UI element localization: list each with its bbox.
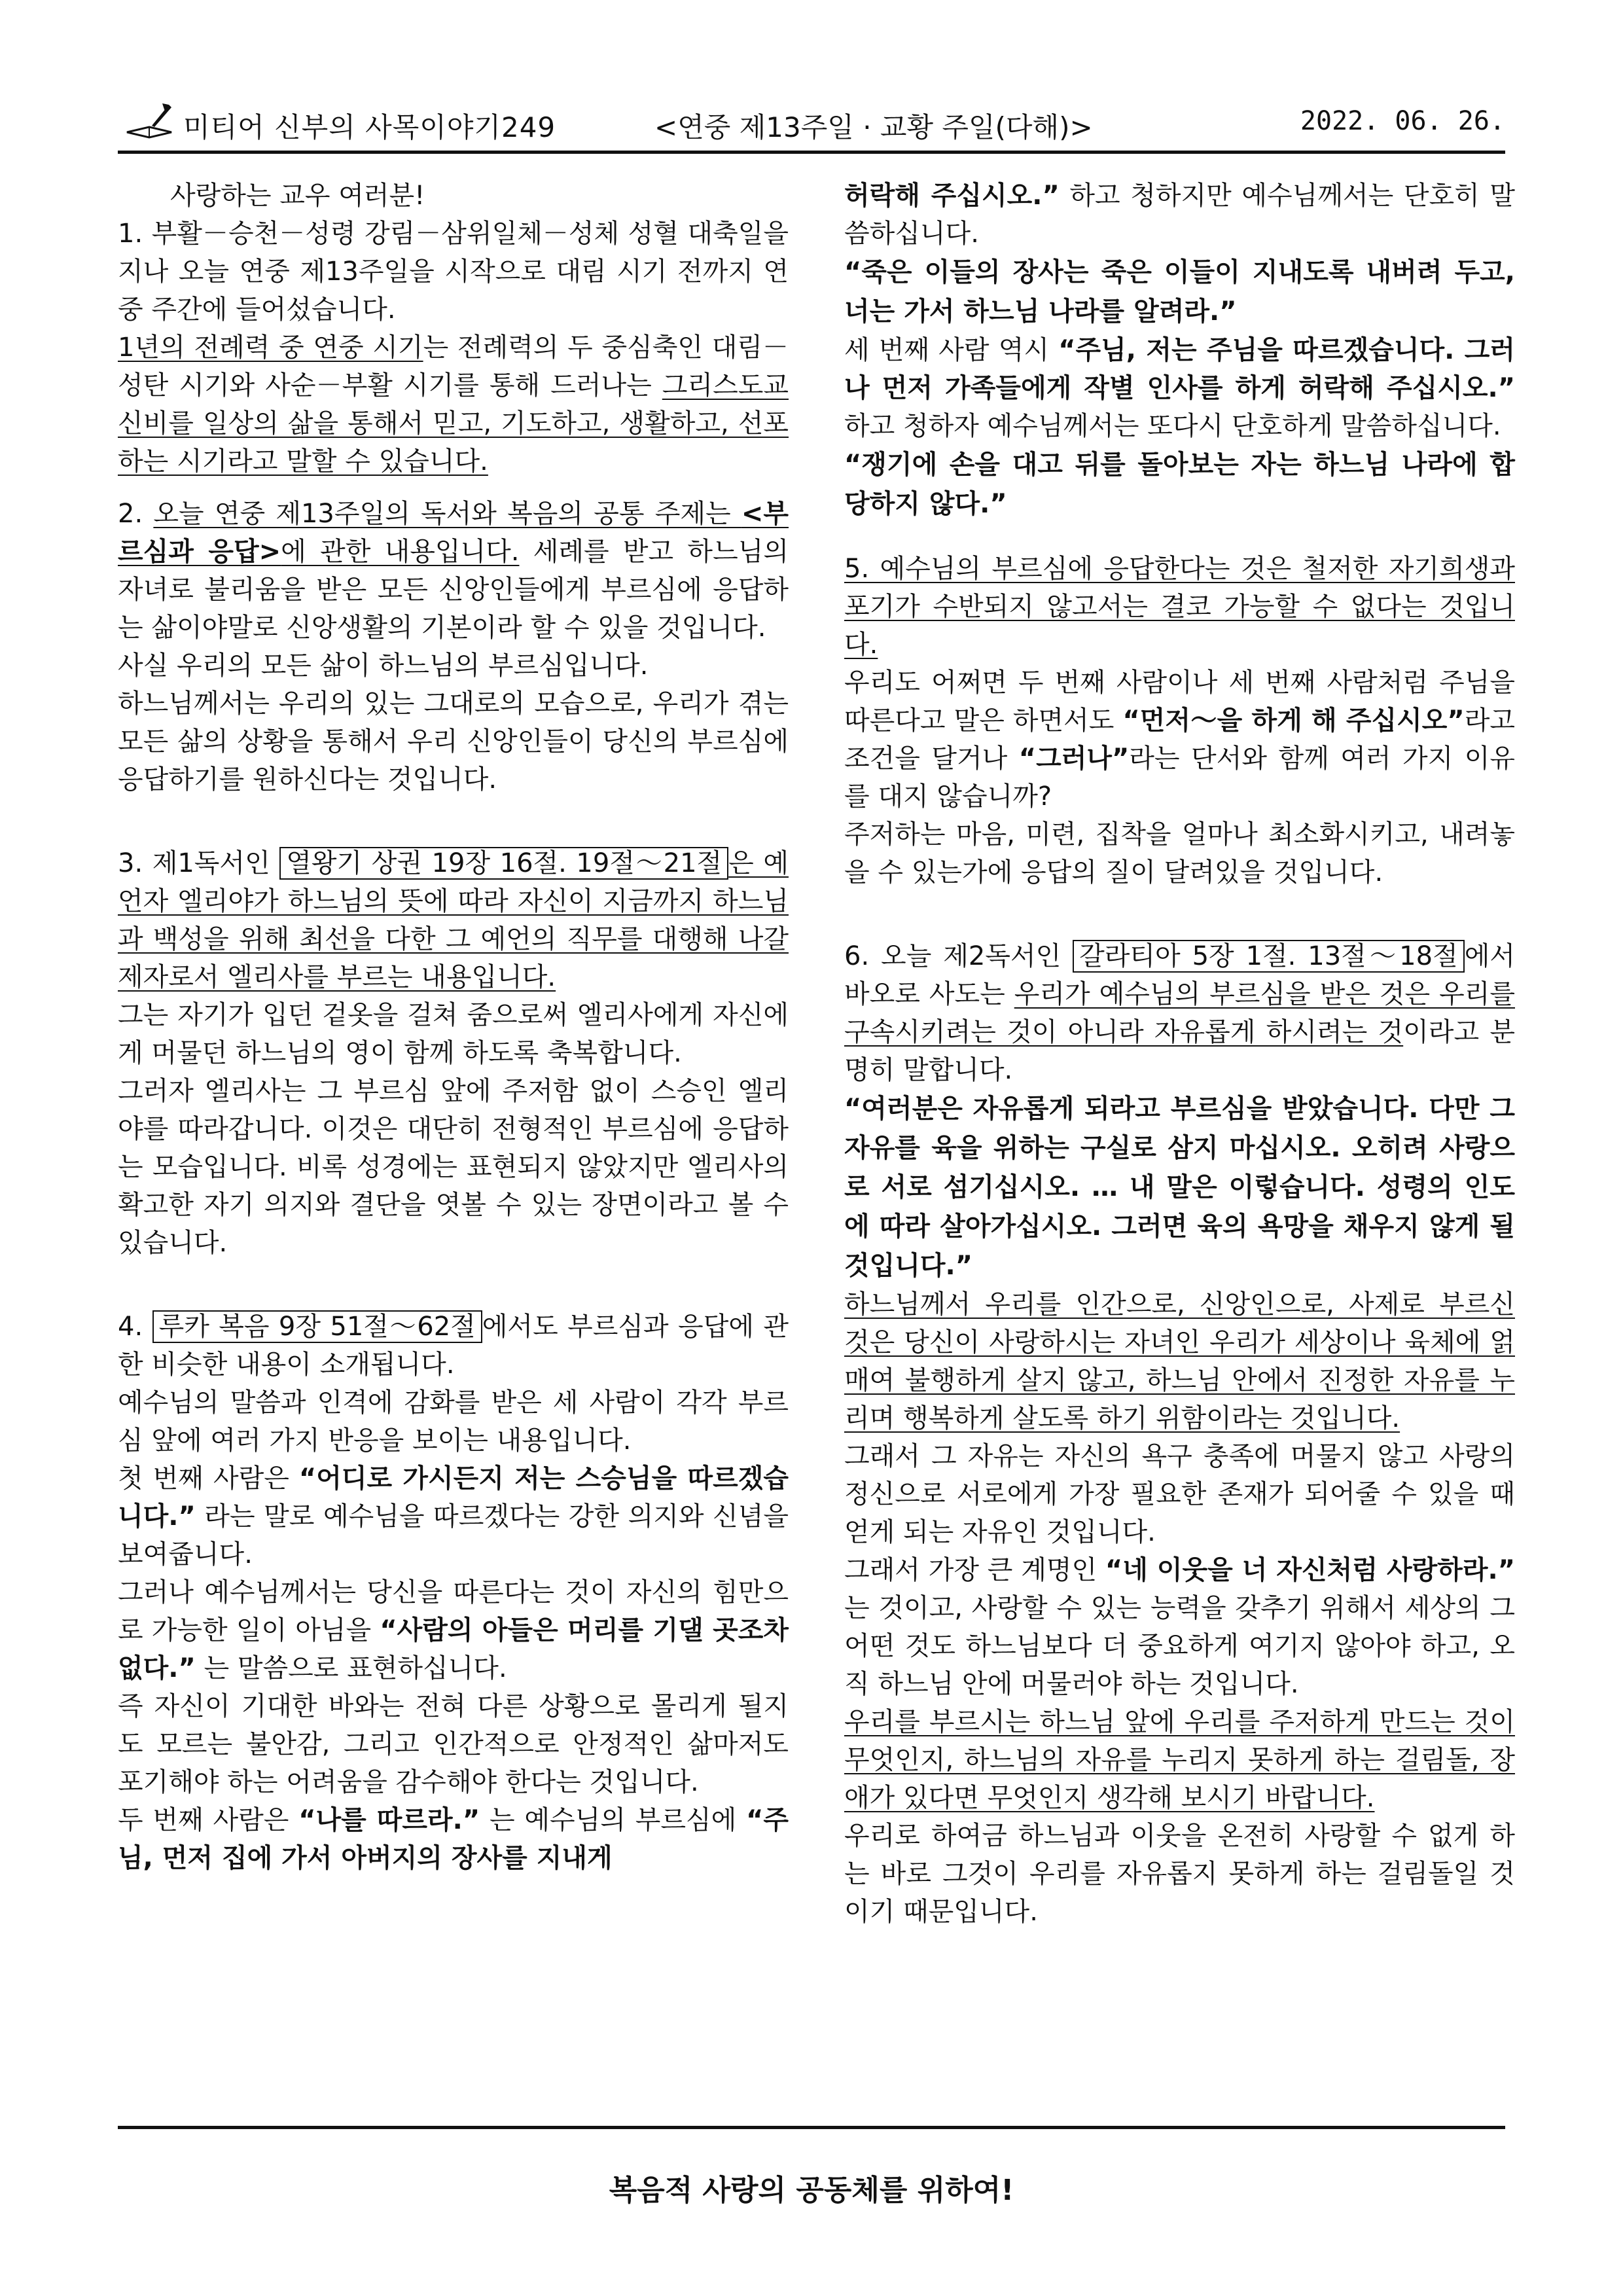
scripture-ref-box: 갈라티아 5장 1절. 13절～18절: [1073, 940, 1465, 973]
page-header: [118, 98, 1505, 154]
paragraph-4c: 첫 번째 사람은 “어디로 가시든지 저는 스승님을 따르겠습니다.” 라는 말로 예수님을 따르겠다는 강한 의지와 신념을 보여줍니다.: [118, 1463, 789, 1570]
paragraph-3b: 그는 자기가 입던 겉옷을 걸쳐 줌으로써 엘리사에게 자신에게 머물던 하느님의 영이 함께 하도록 축복합니다.: [118, 1000, 789, 1068]
footer-divider: [118, 2126, 1505, 2129]
paragraph-2: 2. 오늘 연중 제13주일의 독서와 복음의 공통 주제는 <부르심과 응답>에 관한 내용입니다. 세례를 받고 하느님의 자녀로 불리움을 받은 모든 신앙인들에게 부르심에 응답하는 삶이야말로 신앙생활의 기본이라 할 수 있을 것입니다.: [118, 499, 789, 643]
paragraph-3: 3. 제1독서인 열왕기 상권 19장 16절. 19절～21절 은 예언자 엘리야가 하느님의 뜻에 따라 자신이 지금까지 하느님과 백성을 위해 최선을 다한 그 예언의 직무를 대행해 나갈 제자로서 엘리사를 부르는 내용입니다.: [118, 848, 789, 992]
paragraph-4b: 예수님의 말씀과 인격에 감화를 받은 세 사람이 각각 부르심 앞에 여러 가지 반응을 보이는 내용입니다.: [118, 1388, 789, 1456]
paragraph-4g: 허락해 주십시오.” 하고 청하지만 예수님께서는 단호히 말씀하십니다.: [844, 181, 1515, 249]
greeting: 사랑하는 교우 여러분!: [170, 181, 425, 211]
quote-1: “죽은 이들의 장사는 죽은 이들이 지내도록 내버려 두고, 너는 가서 하느님 나라를 알려라.”: [844, 257, 1515, 327]
quote-3: “여러분은 자유롭게 되라고 부르심을 받았습니다. 다만 그 자유를 육을 위하는 구실로 삼지 마십시오. 오히려 사랑으로 서로 섬기십시오. … 내 말은 이렇습니다. 성령의 인도에 따라 살아가십시오. 그러면 육의 욕망을 채우지 않게 될 것입니다.”: [844, 1094, 1515, 1281]
paragraph-4d: 그러나 예수님께서는 당신을 따른다는 것이 자신의 힘만으로 가능한 일이 아님을 “사람의 아들은 머리를 기댈 곳조차 없다.” 는 말씀으로 표현하십니다.: [118, 1577, 789, 1683]
sunday-title: <연중 제13주일 · 교황 주일(다해)>: [654, 111, 1093, 143]
paragraph-5b: 우리도 어쩌면 두 번째 사람이나 세 번째 사람처럼 주님을 따른다고 말은 하면서도 “먼저～을 하게 해 주십시오”라고 조건을 달거나 “그러나”라는 단서와 함께 여러 가지 이유를 대지 않습니까?: [844, 668, 1515, 812]
paragraph-6f: 우리로 하여금 하느님과 이웃을 온전히 사랑할 수 없게 하는 바로 그것이 우리를 자유롭지 못하게 하는 걸림돌일 것이기 때문입니다.: [844, 1821, 1515, 1927]
date: 2022. 06. 26.: [1300, 106, 1505, 136]
paragraph-5: 5. 예수님의 부르심에 응답한다는 것은 철저한 자기희생과 포기가 수반되지 않고서는 결코 가능할 수 없다는 것입니다.: [844, 554, 1515, 660]
scripture-ref-box: 열왕기 상권 19장 16절. 19절～21절: [279, 847, 728, 880]
left-column: [118, 177, 789, 1877]
paragraph-6: 6. 오늘 제2독서인 갈라티아 5장 1절. 13절～18절 에서 바오로 사도는 우리가 예수님의 부르심을 받은 것은 우리를 구속시키려는 것이 아니라 자유롭게 하시려는 것이라고 분명히 말합니다.: [844, 941, 1516, 1085]
paragraph-6b: 하느님께서 우리를 인간으로, 신앙인으로, 사제로 부르신 것은 당신이 사랑하시는 자녀인 우리가 세상이나 육체에 얽매여 불행하게 살지 않고, 하느님 안에서 진정한 자유를 누리며 행복하게 살도록 하기 위함이라는 것입니다.: [844, 1289, 1515, 1433]
paragraph-5c: 주저하는 마음, 미련, 집착을 얼마나 최소화시키고, 내려놓을 수 있는가에 응답의 질이 달려있을 것입니다.: [844, 819, 1515, 888]
quill-book-icon: [123, 101, 175, 140]
scripture-ref-box: 루카 복음 9장 51절～62절: [152, 1310, 482, 1343]
right-column: [844, 177, 1515, 1931]
paragraph-4f: 두 번째 사람은 “나를 따르라.” 는 예수님의 부르심에 “주님, 먼저 집에 가서 아버지의 장사를 지내게: [118, 1805, 789, 1873]
paragraph-4e: 즉 자신이 기대한 바와는 전혀 다른 상황으로 몰리게 될지도 모르는 불안감, 그리고 인간적으로 안정적인 삶마저도 포기해야 하는 어려움을 감수해야 한다는 것입니다.: [118, 1691, 789, 1797]
paragraph-3c: 그러자 엘리사는 그 부르심 앞에 주저함 없이 스승인 엘리야를 따라갑니다. 이것은 대단히 전형적인 부르심에 응답하는 모습입니다. 비록 성경에는 표현되지 않았지만 엘리사의 확고한 자기 의지와 결단을 엿볼 수 있는 장면이라고 볼 수 있습니다.: [118, 1076, 789, 1258]
paragraph-2c: 하느님께서는 우리의 있는 그대로의 모습으로, 우리가 겪는 모든 삶의 상황을 통해서 우리 신앙인들이 당신의 부르심에 응답하기를 원하신다는 것입니다.: [118, 689, 789, 795]
series-title: 미티어 신부의 사목이야기249: [183, 111, 556, 143]
paragraph-4: 4. 루카 복음 9장 51절～62절 에서도 부르심과 응답에 관한 비슷한 내용이 소개됩니다.: [118, 1312, 789, 1380]
paragraph-2b: 사실 우리의 모든 삶이 하느님의 부르심입니다.: [118, 651, 649, 681]
paragraph-6e: 우리를 부르시는 하느님 앞에 우리를 주저하게 만드는 것이 무엇인지, 하느님의 자유를 누리지 못하게 하는 걸림돌, 장애가 있다면 무엇인지 생각해 보시기 바랍니다.: [844, 1707, 1515, 1813]
paragraph-1a: 1. 부활－승천－성령 강림－삼위일체－성체 성혈 대축일을 지나 오늘 연중 제13주일을 시작으로 대림 시기 전까지 연중 주간에 들어섰습니다.: [118, 219, 789, 325]
paragraph-1b: 1년의 전례력 중 연중 시기는 전례력의 두 중심축인 대림－성탄 시기와 사순－부활 시기를 통해 드러나는 그리스도교 신비를 일상의 삶을 통해서 믿고, 기도하고, 생활하고, 선포하는 시기라고 말할 수 있습니다.: [118, 332, 789, 476]
paragraph-4h: 세 번째 사람 역시 “주님, 저는 주님을 따르겠습니다. 그러나 먼저 가족들에게 작별 인사를 하게 허락해 주십시오.” 하고 청하자 예수님께서는 또다시 단호하게 말씀하십니다.: [844, 335, 1516, 441]
paragraph-6c: 그래서 그 자유는 자신의 욕구 충족에 머물지 않고 사랑의 정신으로 서로에게 가장 필요한 존재가 되어줄 수 있을 때 얻게 되는 자유인 것입니다.: [844, 1441, 1515, 1547]
quote-2: “쟁기에 손을 대고 뒤를 돌아보는 자는 하느님 나라에 합당하지 않다.”: [844, 450, 1515, 519]
footer-motto: 복음적 사랑의 공동체를 위하여!: [609, 2174, 1014, 2207]
paragraph-6d: 그래서 가장 큰 계명인 “네 이웃을 너 자신처럼 사랑하라.” 는 것이고, 사랑할 수 있는 능력을 갖추기 위해서 세상의 그 어떤 것도 하느님보다 더 중요하게 여기지 않아야 하고, 오직 하느님 안에 머물러야 하는 것입니다.: [844, 1555, 1516, 1699]
